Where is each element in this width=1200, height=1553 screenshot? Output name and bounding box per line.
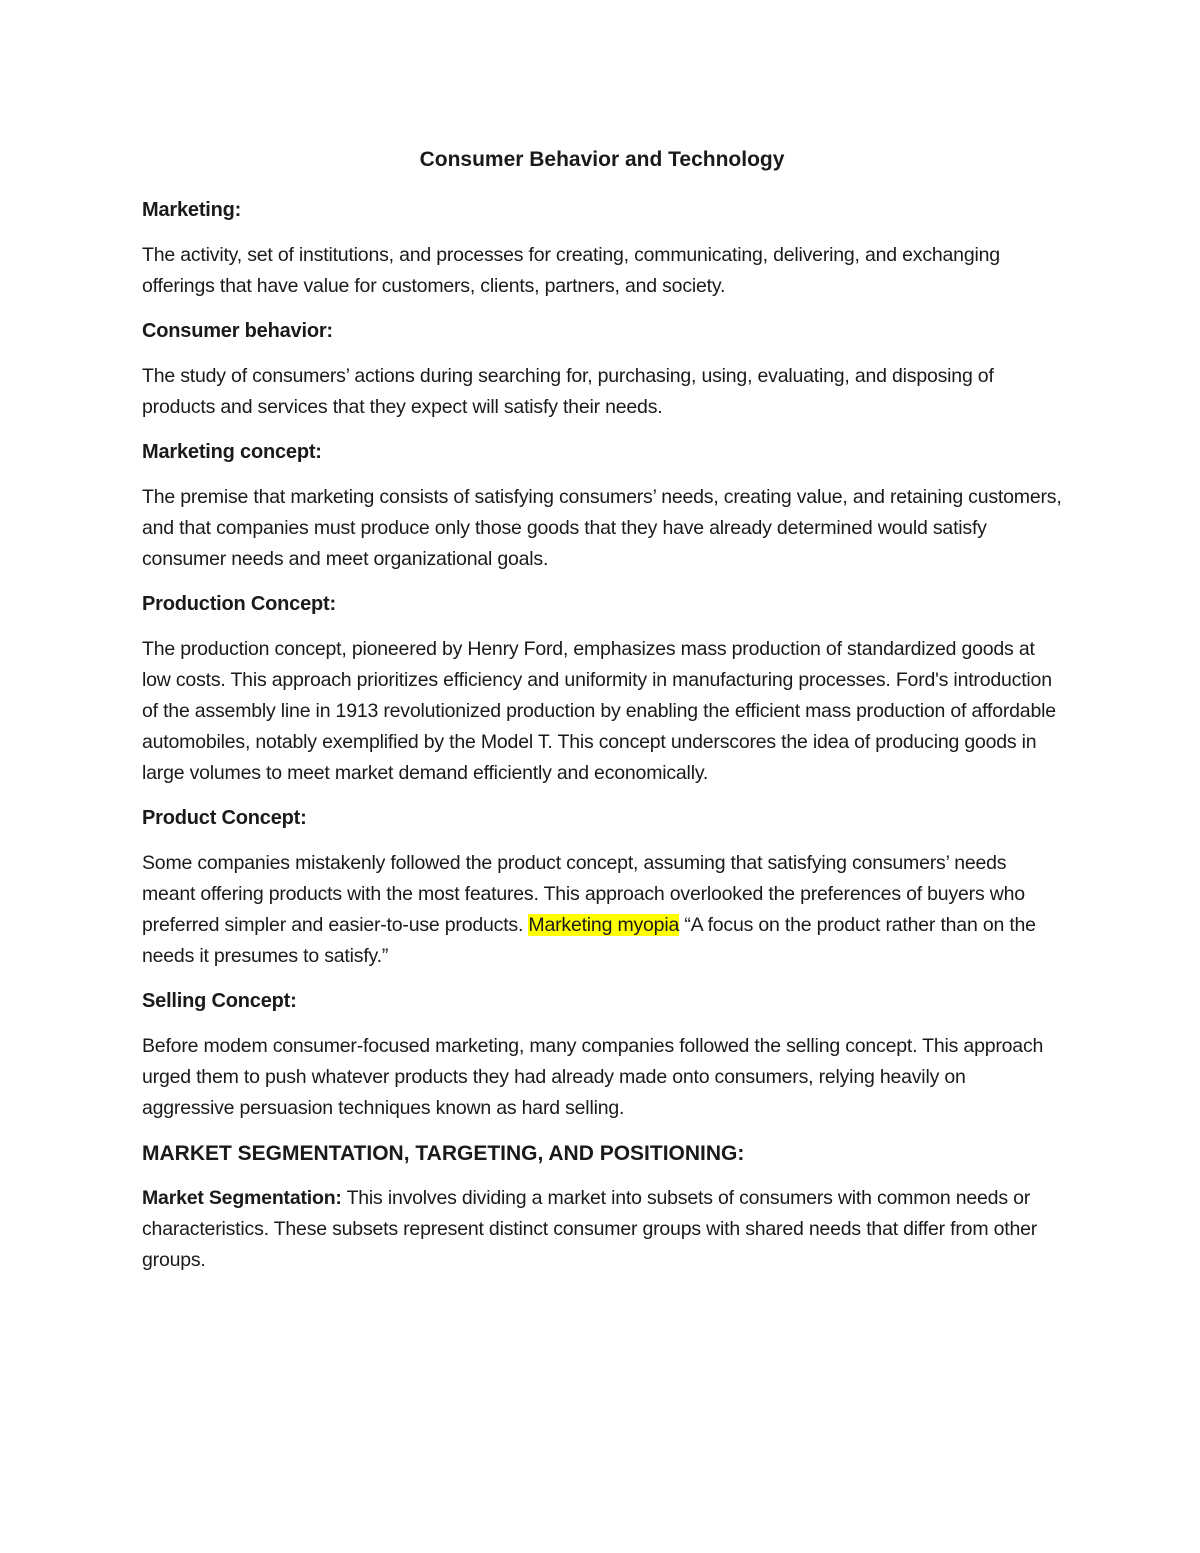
term-marketing: Marketing: (142, 199, 242, 221)
term-marketing-concept: Marketing concept: (142, 441, 322, 463)
term-consumer-behavior: Consumer behavior: (142, 320, 333, 342)
term-market-segmentation: Market Segmentation: (142, 1187, 342, 1209)
definition-production-concept: The production concept, pioneered by Henry Ford, emphasizes mass production of standardized goods at low costs. This approach prioritizes efficiency and uniformity in manufacturing processes. Ford's introduction of the assembly line in 1913 revolutionized production by enabling the efficient mass production of affordable automobiles, notably exemplified by the Model T. This concept underscores the idea of producing goods in large volumes to meet market demand efficiently and economically. (142, 638, 1056, 784)
definition-marketing: The activity, set of institutions, and processes for creating, communicating, delivering, and exchanging offerings that have value for customers, clients, partners, and society. (142, 244, 1000, 297)
term-product-concept: Product Concept: (142, 807, 307, 829)
definition-market-segmentation (142, 1183, 1062, 1276)
definition-consumer-behavior: The study of consumers’ actions during searching for, purchasing, using, evaluating, and disposing of products and services that they expect will satisfy their needs. (142, 365, 994, 418)
term-production-concept: Production Concept: (142, 593, 336, 615)
product-concept-text: Some companies mistakenly followed the product concept, assuming that satisfying consumers’ needs meant offering products with the most features. This approach overlooked the preferences of buyers who preferred simpler and easier-to-use products. (142, 852, 1025, 936)
market-segmentation-text: This involves dividing a market into subsets of consumers with common needs or characteristics. These subsets represent distinct consumer groups with shared needs that differ from other groups. (142, 1187, 1038, 1271)
definition-marketing-concept: The premise that marketing consists of satisfying consumers’ needs, creating value, and retaining customers, and that companies must produce only those goods that they have already determined would satisfy consumer needs and meet organizational goals. (142, 486, 1062, 570)
marketing-myopia-quote: “A focus on the product rather than on the needs it presumes to satisfy.” (142, 914, 1036, 967)
term-selling-concept: Selling Concept: (142, 990, 297, 1012)
definition-selling-concept: Before modem consumer-focused marketing, many companies followed the selling concept. This approach urged them to push whatever products they had already made onto consumers, relying heavily on aggressive persuasion techniques known as hard selling. (142, 1035, 1044, 1119)
document-title: Consumer Behavior and Technology (419, 148, 785, 171)
definition-product-concept (142, 848, 1062, 972)
highlighted-marketing-myopia: Marketing myopia (528, 914, 680, 936)
document-body (142, 145, 1062, 1290)
section-heading-segmentation: MARKET SEGMENTATION, TARGETING, AND POSITIONING: (142, 1142, 745, 1165)
